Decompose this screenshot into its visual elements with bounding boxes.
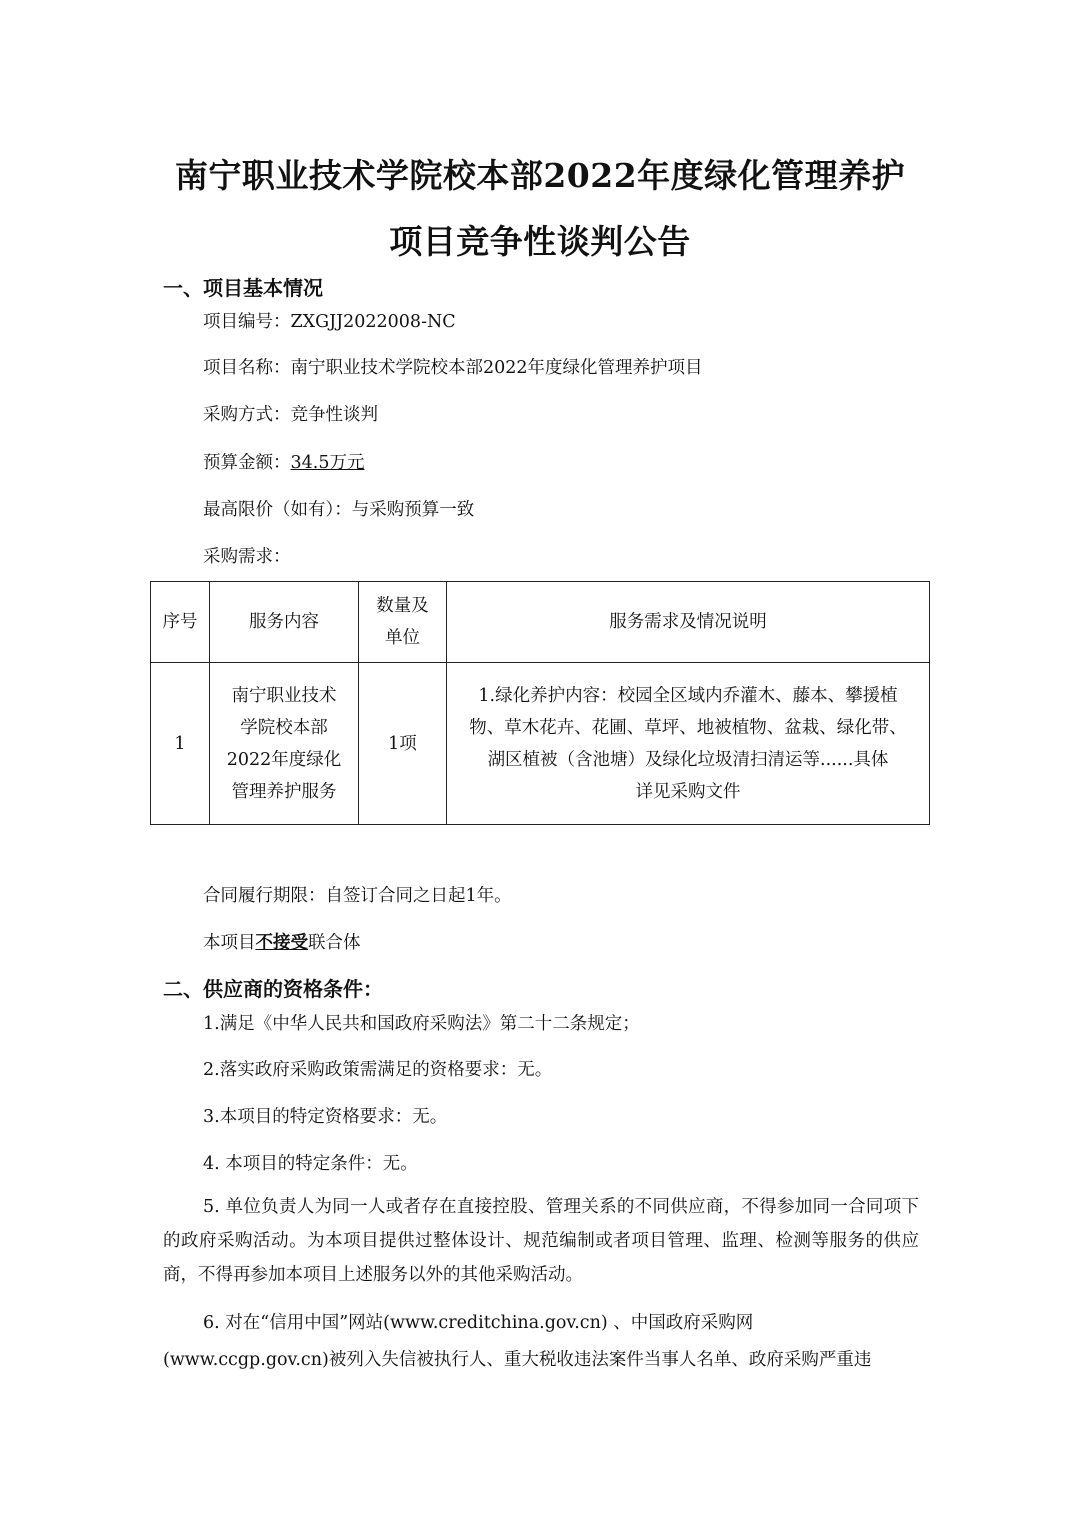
qualification-item-1: 1.满足《中华人民共和国政府采购法》第二十二条规定； [203, 1014, 640, 1034]
header-serial: 序号 [151, 582, 210, 663]
cell-service-content: 南宁职业技术 学院校本部 2022年度绿化 管理养护服务 [210, 663, 359, 825]
consortium-note: 本项目不接受联合体 [203, 933, 361, 953]
section1-heading: 一、项目基本情况 [163, 276, 323, 300]
project-name: 项目名称：南宁职业技术学院校本部2022年度绿化管理养护项目 [203, 358, 703, 378]
project-number: 项目编号：ZXGJJ2022008-NC [203, 312, 456, 332]
table-row [151, 663, 930, 825]
cell-serial: 1 [151, 663, 210, 825]
cell-quantity: 1项 [359, 663, 447, 825]
header-service-content: 服务内容 [210, 582, 359, 663]
max-price: 最高限价（如有）：与采购预算一致 [203, 500, 475, 520]
budget-label: 预算金额： [203, 453, 291, 473]
qualification-item-6-cont: (www.ccgp.gov.cn)被列入失信被执行人、重大税收违法案件当事人名单、政府采购严重违 [163, 1350, 872, 1370]
qualification-item-5: 5. 单位负责人为同一人或者存在直接控股、管理关系的不同供应商，不得参加同一合同项下的政府采购活动。为本项目提供过整体设计、规范编制或者项目管理、监理、检测等服务的供应商，不得再参加本项目上述服务以外的其他采购活动。 [163, 1197, 919, 1285]
section2-heading: 二、供应商的资格条件： [163, 977, 383, 1001]
table-header-row [151, 582, 930, 663]
qualification-item-6: 6. 对在“信用中国”网站(www.creditchina.gov.cn) 、中国政府采购网 [203, 1313, 754, 1333]
not-accepted-text: 不接受 [255, 933, 308, 953]
cell-description: 1.绿化养护内容：校园全区域内乔灌木、藤本、攀援植 物、草木花卉、花圃、草坪、地被植物、盆栽、绿化带、 湖区植被（含池塘）及绿化垃圾清扫清运等......具体 详见采购文件 [447, 663, 930, 825]
qualification-item-4: 4. 本项目的特定条件：无。 [203, 1154, 418, 1174]
document-title-line1: 南宁职业技术学院校本部2022年度绿化管理养护 [174, 156, 906, 195]
document-title-line2: 项目竞争性谈判公告 [389, 222, 691, 261]
procurement-method: 采购方式：竞争性谈判 [203, 405, 378, 425]
requirements-table [150, 581, 930, 825]
header-service-requirements: 服务需求及情况说明 [447, 582, 930, 663]
qualification-item-2: 2.落实政府采购政策需满足的资格要求：无。 [203, 1060, 553, 1080]
qualification-item-3: 3.本项目的特定资格要求：无。 [203, 1107, 448, 1127]
requirement-label: 采购需求： [203, 547, 291, 567]
budget-amount [203, 449, 364, 474]
budget-value: 34.5万元 [290, 453, 365, 473]
contract-period: 合同履行期限：自签订合同之日起1年。 [203, 886, 512, 906]
header-quantity-unit: 数量及 单位 [359, 582, 447, 663]
